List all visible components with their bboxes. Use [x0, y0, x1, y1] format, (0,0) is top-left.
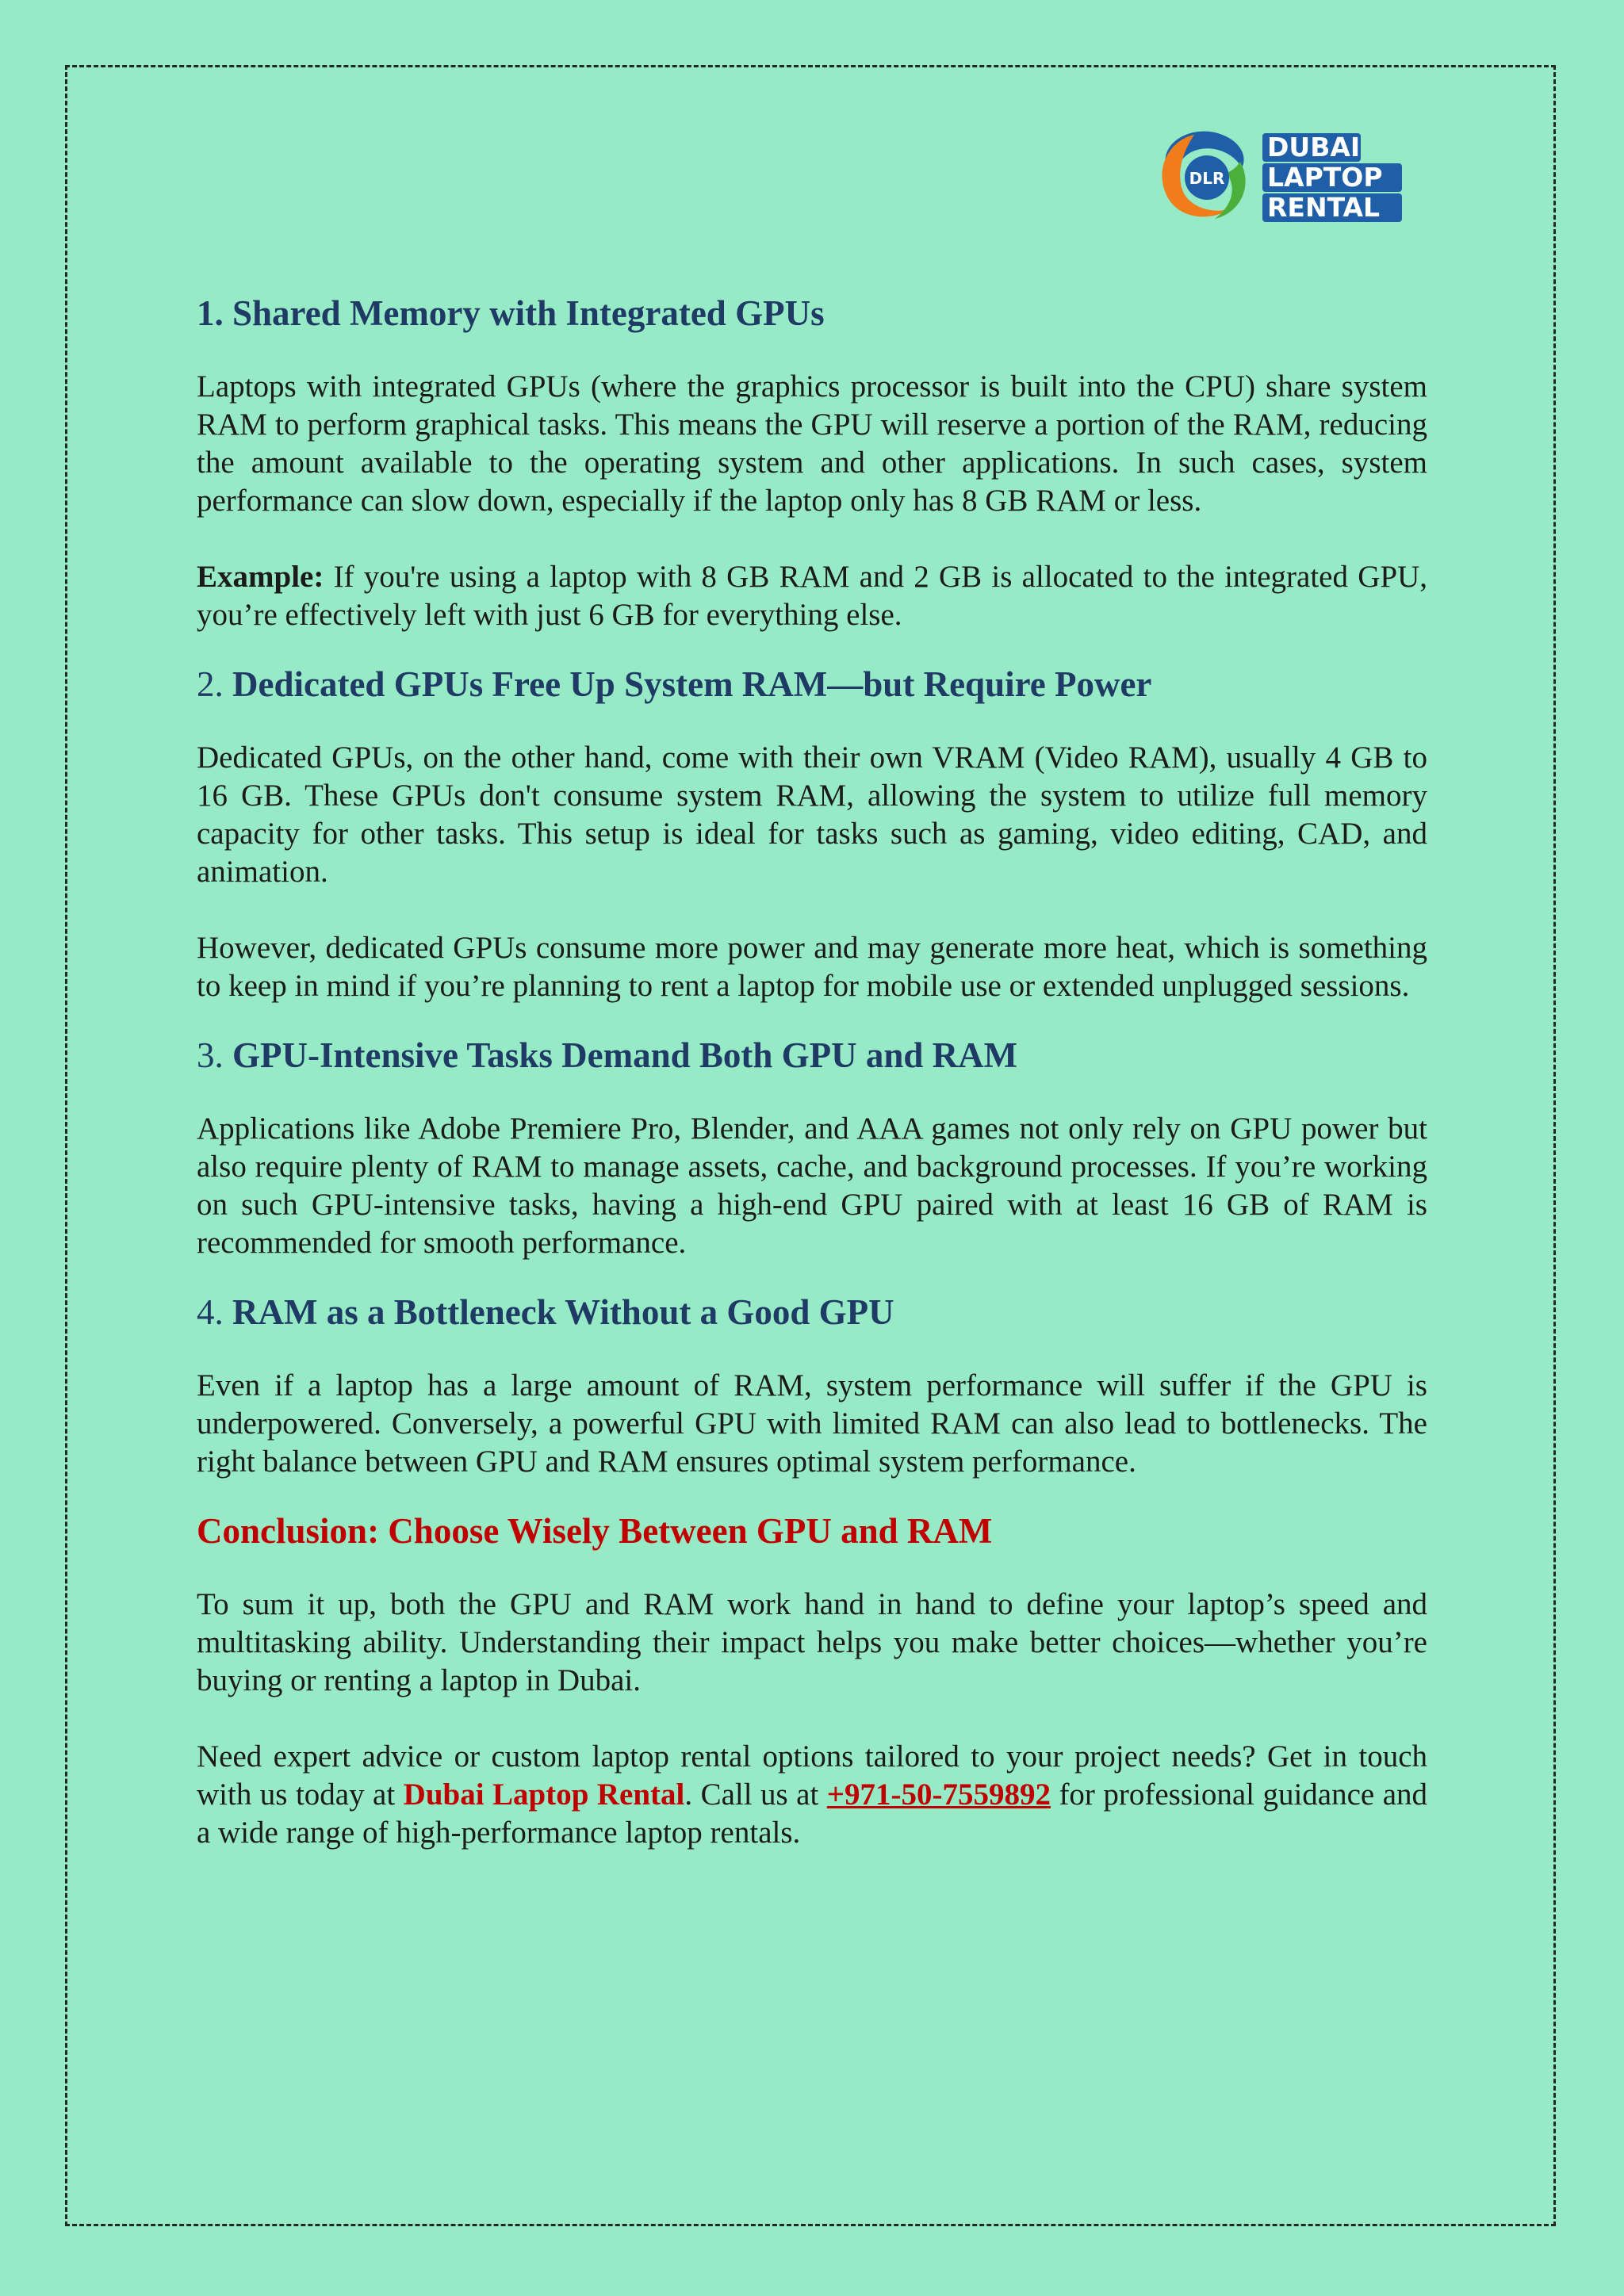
section-paragraph: Laptops with integrated GPUs (where the graphics processor is built into the CPU) share system RAM to perform graphical tasks. This means the GPU will reserve a portion of the RAM, reducing the amount available to the operating system and other applications. In such cases, system performance can slow down, especially if the laptop only has 8 GB RAM or less.	[197, 369, 1427, 518]
section-number: 4.	[197, 1292, 224, 1332]
logo-wordmark	[1262, 133, 1402, 222]
section-title: GPU-Intensive Tasks Demand Both GPU and RAM	[223, 1035, 1018, 1075]
section-number: 2.	[197, 664, 224, 704]
cta-text: for professional guidance and a wide range of high-performance laptop rentals.	[197, 1777, 1428, 1850]
phone-link[interactable]: +971-50-7559892	[826, 1777, 1051, 1812]
section-number: 1.	[197, 293, 224, 333]
section-paragraph: Applications like Adobe Premiere Pro, Blender, and AAA games not only rely on GPU power but also require plenty of RAM to manage assets, cache, and background processes. If you’re working on such GPU-intensive tasks, having a high-end GPU paired with at least 16 GB of RAM is recommended for smooth performance.	[197, 1112, 1427, 1260]
logo-word: RENTAL	[1262, 193, 1402, 222]
logo-word: DUBAI	[1262, 133, 1361, 162]
section-heading-3	[197, 1032, 1427, 1078]
brand-name: Dubai Laptop Rental	[403, 1777, 685, 1812]
company-logo[interactable]	[1147, 121, 1404, 224]
logo-swirl-icon	[1147, 121, 1256, 224]
conclusion-heading: Conclusion: Choose Wisely Between GPU and RAM	[197, 1511, 993, 1551]
section-title: Dedicated GPUs Free Up System RAM—but Require Power	[223, 664, 1152, 704]
section-heading-4	[197, 1289, 1427, 1335]
cta-text: Need expert advice or custom laptop rental options tailored to your project needs? Get in touch with us today at	[197, 1739, 1427, 1812]
conclusion-paragraph: To sum it up, both the GPU and RAM work hand in hand to define your laptop’s speed and multitasking ability. Understanding their impact helps you make better choices—whether you’re buying or renting a laptop in Dubai.	[197, 1587, 1427, 1697]
section-paragraph: However, dedicated GPUs consume more power and may generate more heat, which is something to keep in mind if you’re planning to rent a laptop for mobile use or extended unplugged sessions.	[197, 931, 1427, 1003]
example-paragraph	[197, 558, 1427, 634]
section-title: RAM as a Bottleneck Without a Good GPU	[223, 1292, 894, 1332]
logo-initials: DLR	[1189, 169, 1225, 188]
section-title: Shared Memory with Integrated GPUs	[223, 293, 825, 333]
cta-paragraph	[197, 1738, 1427, 1852]
cta-text: . Call us at	[684, 1777, 827, 1812]
section-number: 3.	[197, 1035, 224, 1075]
section-paragraph: Dedicated GPUs, on the other hand, come with their own VRAM (Video RAM), usually 4 GB to 16 GB. These GPUs don't consume system RAM, allowing the system to utilize full memory capacity for other tasks. This setup is ideal for tasks such as gaming, video editing, CAD, and animation.	[197, 740, 1427, 889]
section-heading-2	[197, 661, 1427, 707]
article-body	[197, 290, 1427, 1852]
section-paragraph: Even if a laptop has a large amount of RAM, system performance will suffer if the GPU is underpowered. Conversely, a powerful GPU with limited RAM can also lead to bottlenecks. The right balance between GPU and RAM ensures optimal system performance.	[197, 1368, 1427, 1479]
example-label: Example:	[197, 560, 324, 594]
section-heading-1	[197, 290, 1427, 336]
logo-word: LAPTOP	[1262, 163, 1402, 192]
example-text: If you're using a laptop with 8 GB RAM and 2 GB is allocated to the integrated GPU, you’re effectively left with just 6 GB for everything else.	[197, 560, 1427, 632]
